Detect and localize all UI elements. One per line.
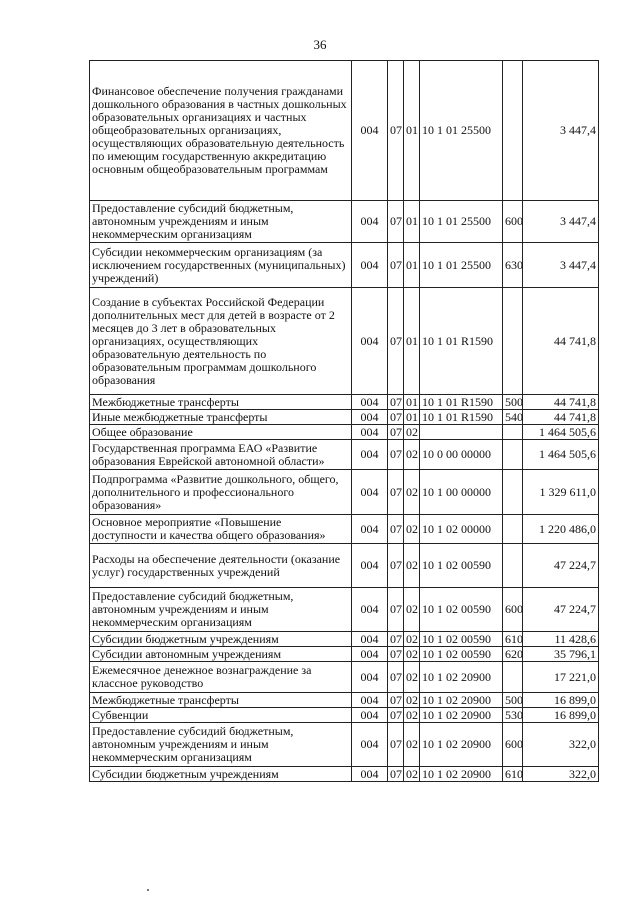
table-row — [90, 515, 599, 544]
cell-name: Межбюджетные трансферты — [90, 395, 352, 410]
cell-subsection: 02 — [404, 515, 420, 544]
cell-amount: 35 796,1 — [523, 647, 599, 662]
cell-expense-type — [503, 544, 523, 588]
cell-subsection: 02 — [404, 708, 420, 723]
cell-amount: 1 464 505,6 — [523, 440, 599, 470]
page-number: 36 — [313, 37, 327, 52]
cell-expense-type — [503, 470, 523, 515]
cell-target-item: 10 1 02 20900 — [420, 767, 503, 782]
cell-section: 07 — [388, 632, 404, 647]
table-row — [90, 470, 599, 515]
cell-expense-type: 610 — [503, 632, 523, 647]
cell-section: 07 — [388, 243, 404, 288]
cell-target-item: 10 1 02 20900 — [420, 662, 503, 693]
cell-name: Субсидии бюджетным учреждениям — [90, 632, 352, 647]
cell-amount: 1 464 505,6 — [523, 425, 599, 440]
table-body — [90, 61, 599, 782]
cell-section: 07 — [388, 544, 404, 588]
cell-target-item: 10 1 01 25500 — [420, 243, 503, 288]
cell-target-item: 10 1 01 R1590 — [420, 395, 503, 410]
cell-amount: 3 447,4 — [523, 201, 599, 243]
cell-admin-code: 004 — [352, 61, 388, 201]
cell-amount: 44 741,8 — [523, 410, 599, 425]
cell-subsection: 01 — [404, 243, 420, 288]
cell-subsection: 02 — [404, 662, 420, 693]
cell-target-item: 10 1 01 R1590 — [420, 410, 503, 425]
cell-section: 07 — [388, 662, 404, 693]
cell-expense-type: 600 — [503, 201, 523, 243]
cell-section: 07 — [388, 515, 404, 544]
cell-expense-type: 610 — [503, 767, 523, 782]
cell-admin-code: 004 — [352, 440, 388, 470]
cell-name: Основное мероприятие «Повышение доступности и качества общего образования» — [90, 515, 352, 544]
cell-admin-code: 004 — [352, 410, 388, 425]
cell-expense-type — [503, 425, 523, 440]
cell-expense-type — [503, 288, 523, 395]
cell-subsection: 02 — [404, 425, 420, 440]
cell-section: 07 — [388, 425, 404, 440]
cell-target-item: 10 1 00 00000 — [420, 470, 503, 515]
cell-amount: 47 224,7 — [523, 544, 599, 588]
cell-amount: 16 899,0 — [523, 708, 599, 723]
cell-target-item: 10 1 02 00590 — [420, 647, 503, 662]
cell-amount: 1 329 611,0 — [523, 470, 599, 515]
cell-admin-code: 004 — [352, 515, 388, 544]
cell-amount: 11 428,6 — [523, 632, 599, 647]
cell-subsection: 02 — [404, 544, 420, 588]
table-row — [90, 588, 599, 632]
cell-name: Государственная программа ЕАО «Развитие образования Еврейской автономной области» — [90, 440, 352, 470]
cell-section: 07 — [388, 395, 404, 410]
cell-admin-code: 004 — [352, 425, 388, 440]
cell-amount: 1 220 486,0 — [523, 515, 599, 544]
cell-expense-type: 500 — [503, 395, 523, 410]
cell-subsection: 02 — [404, 588, 420, 632]
cell-target-item: 10 1 01 R1590 — [420, 288, 503, 395]
cell-subsection: 02 — [404, 440, 420, 470]
cell-target-item: 10 1 02 00590 — [420, 632, 503, 647]
table-row — [90, 395, 599, 410]
cell-name: Ежемесячное денежное вознаграждение за классное руководство — [90, 662, 352, 693]
cell-admin-code: 004 — [352, 662, 388, 693]
table-row — [90, 662, 599, 693]
cell-target-item: 10 1 02 00590 — [420, 544, 503, 588]
cell-name: Расходы на обеспечение деятельности (оказание услуг) государственных учреждений — [90, 544, 352, 588]
table-row — [90, 201, 599, 243]
cell-amount: 3 447,4 — [523, 243, 599, 288]
cell-expense-type: 620 — [503, 647, 523, 662]
cell-section: 07 — [388, 470, 404, 515]
cell-name: Субсидии автономным учреждениям — [90, 647, 352, 662]
cell-admin-code: 004 — [352, 647, 388, 662]
cell-subsection: 02 — [404, 723, 420, 767]
cell-admin-code: 004 — [352, 723, 388, 767]
table-row — [90, 440, 599, 470]
cell-name: Предоставление субсидий бюджетным, автономным учреждениям и иным некоммерческим организациям — [90, 723, 352, 767]
cell-admin-code: 004 — [352, 588, 388, 632]
table-row — [90, 723, 599, 767]
cell-name: Создание в субъектах Российской Федерации дополнительных мест для детей в возрасте от 2 месяцев до 3 лет в образовательных организациях, осуществляющих образовательную деятельность по образовательным программам дошкольного образования — [90, 288, 352, 395]
cell-subsection: 02 — [404, 632, 420, 647]
cell-name: Субсидии некоммерческим организациям (за исключением государственных (муниципальных) учреждений) — [90, 243, 352, 288]
cell-section: 07 — [388, 61, 404, 201]
cell-subsection: 02 — [404, 767, 420, 782]
cell-expense-type: 600 — [503, 588, 523, 632]
cell-name: Межбюджетные трансферты — [90, 693, 352, 708]
table-row — [90, 410, 599, 425]
cell-admin-code: 004 — [352, 693, 388, 708]
cell-subsection: 01 — [404, 201, 420, 243]
cell-target-item: 10 1 02 00000 — [420, 515, 503, 544]
table-row — [90, 243, 599, 288]
table-row — [90, 767, 599, 782]
cell-expense-type: 630 — [503, 243, 523, 288]
cell-expense-type: 600 — [503, 723, 523, 767]
cell-subsection: 02 — [404, 693, 420, 708]
cell-admin-code: 004 — [352, 544, 388, 588]
cell-admin-code: 004 — [352, 632, 388, 647]
cell-section: 07 — [388, 440, 404, 470]
cell-expense-type — [503, 515, 523, 544]
cell-admin-code: 004 — [352, 243, 388, 288]
cell-amount: 16 899,0 — [523, 693, 599, 708]
cell-name: Предоставление субсидий бюджетным, автономным учреждениям и иным некоммерческим организациям — [90, 201, 352, 243]
cell-section: 07 — [388, 288, 404, 395]
cell-target-item: 10 1 02 20900 — [420, 708, 503, 723]
cell-subsection: 02 — [404, 647, 420, 662]
cell-amount: 322,0 — [523, 723, 599, 767]
cell-admin-code: 004 — [352, 470, 388, 515]
cell-target-item: 10 1 01 25500 — [420, 61, 503, 201]
cell-subsection: 02 — [404, 470, 420, 515]
scan-speck — [147, 889, 149, 891]
budget-table — [89, 60, 599, 782]
cell-admin-code: 004 — [352, 201, 388, 243]
cell-amount: 44 741,8 — [523, 395, 599, 410]
cell-name: Субсидии бюджетным учреждениям — [90, 767, 352, 782]
cell-admin-code: 004 — [352, 288, 388, 395]
cell-amount: 17 221,0 — [523, 662, 599, 693]
table-row — [90, 288, 599, 395]
cell-amount: 47 224,7 — [523, 588, 599, 632]
cell-admin-code: 004 — [352, 395, 388, 410]
cell-name: Предоставление субсидий бюджетным, автономным учреждениям и иным некоммерческим организациям — [90, 588, 352, 632]
cell-target-item: 10 1 02 20900 — [420, 693, 503, 708]
cell-section: 07 — [388, 723, 404, 767]
cell-subsection: 01 — [404, 61, 420, 201]
cell-subsection: 01 — [404, 410, 420, 425]
cell-amount: 3 447,4 — [523, 61, 599, 201]
cell-section: 07 — [388, 647, 404, 662]
cell-target-item: 10 1 01 25500 — [420, 201, 503, 243]
cell-expense-type — [503, 662, 523, 693]
cell-admin-code: 004 — [352, 767, 388, 782]
cell-target-item: 10 1 02 20900 — [420, 723, 503, 767]
table-row — [90, 647, 599, 662]
table-row — [90, 632, 599, 647]
table-row — [90, 693, 599, 708]
cell-amount: 44 741,8 — [523, 288, 599, 395]
cell-expense-type: 540 — [503, 410, 523, 425]
cell-section: 07 — [388, 588, 404, 632]
cell-expense-type: 500 — [503, 693, 523, 708]
cell-name: Подпрограмма «Развитие дошкольного, общего, дополнительного и профессионального образования» — [90, 470, 352, 515]
cell-section: 07 — [388, 767, 404, 782]
cell-section: 07 — [388, 201, 404, 243]
cell-name: Общее образование — [90, 425, 352, 440]
cell-subsection: 01 — [404, 288, 420, 395]
cell-amount: 322,0 — [523, 767, 599, 782]
cell-section: 07 — [388, 693, 404, 708]
table-row — [90, 544, 599, 588]
cell-section: 07 — [388, 708, 404, 723]
cell-subsection: 01 — [404, 395, 420, 410]
cell-target-item: 10 0 00 00000 — [420, 440, 503, 470]
table-row — [90, 708, 599, 723]
cell-target-item — [420, 425, 503, 440]
cell-name: Субвенции — [90, 708, 352, 723]
cell-target-item: 10 1 02 00590 — [420, 588, 503, 632]
cell-admin-code: 004 — [352, 708, 388, 723]
cell-expense-type: 530 — [503, 708, 523, 723]
table-row — [90, 425, 599, 440]
cell-name: Финансовое обеспечение получения гражданами дошкольного образования в частных дошкольных образовательных организациях и частных общеобразовательных организациях, осуществляющих образовательную деятельность по имеющим государственную аккредитацию основным общеобразовательным программам — [90, 61, 352, 201]
cell-section: 07 — [388, 410, 404, 425]
cell-name: Иные межбюджетные трансферты — [90, 410, 352, 425]
cell-expense-type — [503, 61, 523, 201]
table-row — [90, 61, 599, 201]
cell-expense-type — [503, 440, 523, 470]
